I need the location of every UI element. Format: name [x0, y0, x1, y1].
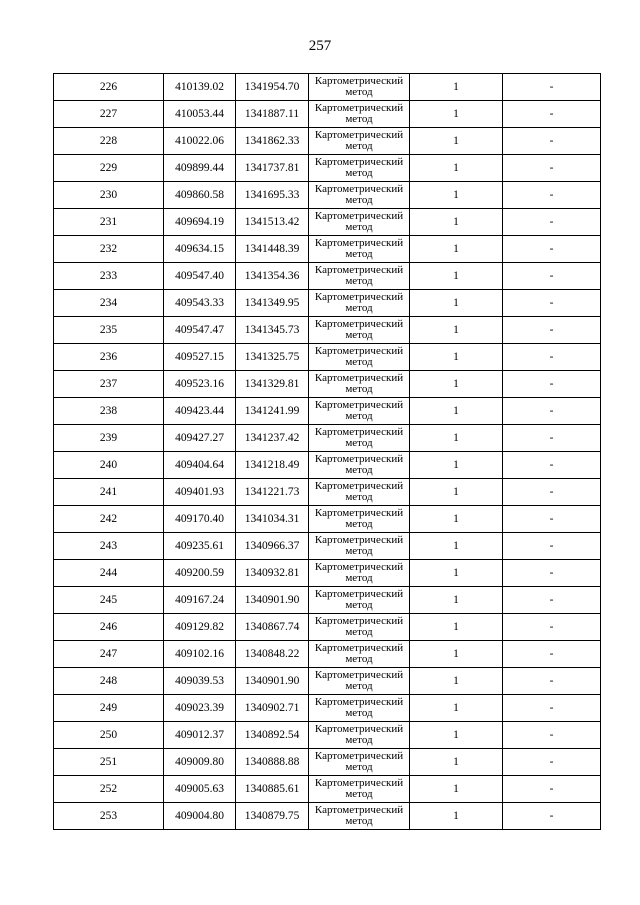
- y-coordinate-cell: 1341887.11: [236, 101, 309, 128]
- x-coordinate-cell: 409235.61: [164, 533, 236, 560]
- description-cell: -: [503, 398, 601, 425]
- accuracy-cell: 1: [410, 236, 503, 263]
- table-row: [54, 560, 601, 587]
- accuracy-cell: 1: [410, 533, 503, 560]
- y-coordinate-cell: 1341954.70: [236, 74, 309, 101]
- point-number-cell: 235: [54, 317, 164, 344]
- y-coordinate-cell: 1340848.22: [236, 641, 309, 668]
- table-row: [54, 479, 601, 506]
- table-row: [54, 209, 601, 236]
- description-cell: -: [503, 290, 601, 317]
- coordinates-table-body: [54, 74, 601, 830]
- y-coordinate-cell: 1341241.99: [236, 398, 309, 425]
- accuracy-cell: 1: [410, 101, 503, 128]
- method-line: Картометрический: [314, 264, 404, 276]
- accuracy-cell: 1: [410, 722, 503, 749]
- description-cell: -: [503, 641, 601, 668]
- x-coordinate-cell: 409129.82: [164, 614, 236, 641]
- table-row: [54, 344, 601, 371]
- method-line: метод: [345, 302, 373, 314]
- method-line: метод: [345, 626, 373, 638]
- accuracy-cell: 1: [410, 560, 503, 587]
- accuracy-cell: 1: [410, 344, 503, 371]
- method-line: метод: [345, 113, 373, 125]
- x-coordinate-cell: 410139.02: [164, 74, 236, 101]
- description-cell: -: [503, 263, 601, 290]
- method-cell: [309, 236, 410, 263]
- method-cell: [309, 290, 410, 317]
- y-coordinate-cell: 1340892.54: [236, 722, 309, 749]
- description-cell: -: [503, 425, 601, 452]
- accuracy-cell: 1: [410, 371, 503, 398]
- method-cell: [309, 560, 410, 587]
- x-coordinate-cell: 409023.39: [164, 695, 236, 722]
- accuracy-cell: 1: [410, 695, 503, 722]
- y-coordinate-cell: 1341034.31: [236, 506, 309, 533]
- method-cell: [309, 344, 410, 371]
- table-row: [54, 749, 601, 776]
- y-coordinate-cell: 1340932.81: [236, 560, 309, 587]
- accuracy-cell: 1: [410, 263, 503, 290]
- x-coordinate-cell: 409200.59: [164, 560, 236, 587]
- y-coordinate-cell: 1341221.73: [236, 479, 309, 506]
- method-line: Картометрический: [314, 102, 404, 114]
- y-coordinate-cell: 1340901.90: [236, 668, 309, 695]
- x-coordinate-cell: 409899.44: [164, 155, 236, 182]
- description-cell: -: [503, 776, 601, 803]
- method-line: Картометрический: [314, 372, 404, 384]
- point-number-cell: 233: [54, 263, 164, 290]
- y-coordinate-cell: 1341349.95: [236, 290, 309, 317]
- x-coordinate-cell: 409547.40: [164, 263, 236, 290]
- x-coordinate-cell: 410053.44: [164, 101, 236, 128]
- method-line: метод: [345, 221, 373, 233]
- method-cell: [309, 614, 410, 641]
- x-coordinate-cell: 409694.19: [164, 209, 236, 236]
- method-line: Картометрический: [314, 615, 404, 627]
- x-coordinate-cell: 409039.53: [164, 668, 236, 695]
- y-coordinate-cell: 1341737.81: [236, 155, 309, 182]
- description-cell: -: [503, 74, 601, 101]
- point-number-cell: 241: [54, 479, 164, 506]
- accuracy-cell: 1: [410, 614, 503, 641]
- description-cell: -: [503, 128, 601, 155]
- y-coordinate-cell: 1340867.74: [236, 614, 309, 641]
- table-row: [54, 101, 601, 128]
- x-coordinate-cell: 409005.63: [164, 776, 236, 803]
- table-row: [54, 236, 601, 263]
- point-number-cell: 238: [54, 398, 164, 425]
- method-line: Картометрический: [314, 588, 404, 600]
- method-cell: [309, 479, 410, 506]
- description-cell: -: [503, 614, 601, 641]
- method-line: метод: [345, 167, 373, 179]
- method-cell: [309, 74, 410, 101]
- accuracy-cell: 1: [410, 209, 503, 236]
- method-cell: [309, 209, 410, 236]
- point-number-cell: 249: [54, 695, 164, 722]
- point-number-cell: 226: [54, 74, 164, 101]
- method-cell: [309, 803, 410, 830]
- method-line: метод: [345, 545, 373, 557]
- accuracy-cell: 1: [410, 182, 503, 209]
- method-cell: [309, 506, 410, 533]
- method-line: Картометрический: [314, 561, 404, 573]
- description-cell: -: [503, 236, 601, 263]
- x-coordinate-cell: 409170.40: [164, 506, 236, 533]
- point-number-cell: 248: [54, 668, 164, 695]
- y-coordinate-cell: 1341448.39: [236, 236, 309, 263]
- method-cell: [309, 722, 410, 749]
- y-coordinate-cell: 1341513.42: [236, 209, 309, 236]
- x-coordinate-cell: 409009.80: [164, 749, 236, 776]
- method-line: Картометрический: [314, 696, 404, 708]
- description-cell: -: [503, 344, 601, 371]
- method-line: метод: [345, 275, 373, 287]
- table-row: [54, 803, 601, 830]
- method-cell: [309, 776, 410, 803]
- table-row: [54, 614, 601, 641]
- x-coordinate-cell: 409102.16: [164, 641, 236, 668]
- x-coordinate-cell: 409547.47: [164, 317, 236, 344]
- y-coordinate-cell: 1340888.88: [236, 749, 309, 776]
- method-line: Картометрический: [314, 129, 404, 141]
- method-line: метод: [345, 383, 373, 395]
- method-cell: [309, 182, 410, 209]
- method-line: Картометрический: [314, 291, 404, 303]
- table-row: [54, 371, 601, 398]
- accuracy-cell: 1: [410, 425, 503, 452]
- x-coordinate-cell: 409401.93: [164, 479, 236, 506]
- method-line: метод: [345, 437, 373, 449]
- description-cell: -: [503, 101, 601, 128]
- description-cell: -: [503, 803, 601, 830]
- accuracy-cell: 1: [410, 803, 503, 830]
- method-line: метод: [345, 599, 373, 611]
- point-number-cell: 239: [54, 425, 164, 452]
- method-line: метод: [345, 410, 373, 422]
- method-cell: [309, 371, 410, 398]
- table-row: [54, 74, 601, 101]
- point-number-cell: 250: [54, 722, 164, 749]
- accuracy-cell: 1: [410, 128, 503, 155]
- accuracy-cell: 1: [410, 398, 503, 425]
- y-coordinate-cell: 1341237.42: [236, 425, 309, 452]
- accuracy-cell: 1: [410, 776, 503, 803]
- table-row: [54, 695, 601, 722]
- point-number-cell: 230: [54, 182, 164, 209]
- method-cell: [309, 155, 410, 182]
- method-line: Картометрический: [314, 210, 404, 222]
- y-coordinate-cell: 1341329.81: [236, 371, 309, 398]
- method-cell: [309, 317, 410, 344]
- table-row: [54, 587, 601, 614]
- description-cell: -: [503, 749, 601, 776]
- point-number-cell: 243: [54, 533, 164, 560]
- method-cell: [309, 749, 410, 776]
- x-coordinate-cell: 409012.37: [164, 722, 236, 749]
- point-number-cell: 231: [54, 209, 164, 236]
- method-cell: [309, 641, 410, 668]
- description-cell: -: [503, 371, 601, 398]
- description-cell: -: [503, 587, 601, 614]
- table-row: [54, 398, 601, 425]
- table-row: [54, 533, 601, 560]
- y-coordinate-cell: 1341695.33: [236, 182, 309, 209]
- method-line: Картометрический: [314, 453, 404, 465]
- y-coordinate-cell: 1341345.73: [236, 317, 309, 344]
- method-line: метод: [345, 572, 373, 584]
- method-line: метод: [345, 788, 373, 800]
- coordinates-table: [53, 73, 601, 830]
- accuracy-cell: 1: [410, 587, 503, 614]
- method-line: метод: [345, 491, 373, 503]
- y-coordinate-cell: 1341354.36: [236, 263, 309, 290]
- accuracy-cell: 1: [410, 479, 503, 506]
- table-row: [54, 317, 601, 344]
- description-cell: -: [503, 560, 601, 587]
- method-line: метод: [345, 329, 373, 341]
- method-line: Картометрический: [314, 156, 404, 168]
- table-row: [54, 641, 601, 668]
- table-row: [54, 128, 601, 155]
- accuracy-cell: 1: [410, 452, 503, 479]
- description-cell: -: [503, 533, 601, 560]
- accuracy-cell: 1: [410, 155, 503, 182]
- method-line: метод: [345, 356, 373, 368]
- description-cell: -: [503, 182, 601, 209]
- x-coordinate-cell: 409634.15: [164, 236, 236, 263]
- method-line: Картометрический: [314, 669, 404, 681]
- method-cell: [309, 533, 410, 560]
- method-line: Картометрический: [314, 75, 404, 87]
- point-number-cell: 246: [54, 614, 164, 641]
- method-cell: [309, 101, 410, 128]
- method-line: Картометрический: [314, 507, 404, 519]
- method-line: Картометрический: [314, 183, 404, 195]
- method-line: Картометрический: [314, 318, 404, 330]
- method-line: метод: [345, 248, 373, 260]
- description-cell: -: [503, 209, 601, 236]
- method-line: метод: [345, 815, 373, 827]
- method-cell: [309, 452, 410, 479]
- method-line: Картометрический: [314, 804, 404, 816]
- table-row: [54, 155, 601, 182]
- table-row: [54, 776, 601, 803]
- y-coordinate-cell: 1340902.71: [236, 695, 309, 722]
- description-cell: -: [503, 722, 601, 749]
- point-number-cell: 244: [54, 560, 164, 587]
- method-line: Картометрический: [314, 534, 404, 546]
- method-cell: [309, 398, 410, 425]
- method-line: Картометрический: [314, 777, 404, 789]
- method-line: Картометрический: [314, 399, 404, 411]
- method-line: Картометрический: [314, 237, 404, 249]
- point-number-cell: 232: [54, 236, 164, 263]
- method-line: метод: [345, 680, 373, 692]
- y-coordinate-cell: 1340901.90: [236, 587, 309, 614]
- accuracy-cell: 1: [410, 290, 503, 317]
- table-row: [54, 290, 601, 317]
- method-cell: [309, 128, 410, 155]
- method-line: Картометрический: [314, 723, 404, 735]
- y-coordinate-cell: 1341218.49: [236, 452, 309, 479]
- method-line: метод: [345, 140, 373, 152]
- point-number-cell: 237: [54, 371, 164, 398]
- accuracy-cell: 1: [410, 641, 503, 668]
- y-coordinate-cell: 1340879.75: [236, 803, 309, 830]
- method-line: метод: [345, 518, 373, 530]
- method-cell: [309, 668, 410, 695]
- method-line: метод: [345, 707, 373, 719]
- x-coordinate-cell: 410022.06: [164, 128, 236, 155]
- description-cell: -: [503, 695, 601, 722]
- table-row: [54, 263, 601, 290]
- x-coordinate-cell: 409423.44: [164, 398, 236, 425]
- x-coordinate-cell: 409004.80: [164, 803, 236, 830]
- point-number-cell: 242: [54, 506, 164, 533]
- y-coordinate-cell: 1340966.37: [236, 533, 309, 560]
- point-number-cell: 240: [54, 452, 164, 479]
- table-row: [54, 722, 601, 749]
- accuracy-cell: 1: [410, 317, 503, 344]
- description-cell: -: [503, 668, 601, 695]
- accuracy-cell: 1: [410, 74, 503, 101]
- table-row: [54, 182, 601, 209]
- method-line: Картометрический: [314, 480, 404, 492]
- table-row: [54, 452, 601, 479]
- point-number-cell: 227: [54, 101, 164, 128]
- point-number-cell: 245: [54, 587, 164, 614]
- x-coordinate-cell: 409860.58: [164, 182, 236, 209]
- x-coordinate-cell: 409543.33: [164, 290, 236, 317]
- point-number-cell: 228: [54, 128, 164, 155]
- point-number-cell: 236: [54, 344, 164, 371]
- table-row: [54, 506, 601, 533]
- x-coordinate-cell: 409404.64: [164, 452, 236, 479]
- description-cell: -: [503, 506, 601, 533]
- accuracy-cell: 1: [410, 749, 503, 776]
- point-number-cell: 251: [54, 749, 164, 776]
- y-coordinate-cell: 1341862.33: [236, 128, 309, 155]
- method-line: метод: [345, 734, 373, 746]
- method-line: Картометрический: [314, 750, 404, 762]
- description-cell: -: [503, 452, 601, 479]
- point-number-cell: 234: [54, 290, 164, 317]
- method-line: метод: [345, 86, 373, 98]
- accuracy-cell: 1: [410, 668, 503, 695]
- description-cell: -: [503, 479, 601, 506]
- point-number-cell: 247: [54, 641, 164, 668]
- method-line: Картометрический: [314, 345, 404, 357]
- table-row: [54, 425, 601, 452]
- method-line: метод: [345, 761, 373, 773]
- method-line: Картометрический: [314, 426, 404, 438]
- x-coordinate-cell: 409427.27: [164, 425, 236, 452]
- point-number-cell: 253: [54, 803, 164, 830]
- x-coordinate-cell: 409523.16: [164, 371, 236, 398]
- accuracy-cell: 1: [410, 506, 503, 533]
- x-coordinate-cell: 409527.15: [164, 344, 236, 371]
- method-cell: [309, 695, 410, 722]
- description-cell: -: [503, 317, 601, 344]
- y-coordinate-cell: 1340885.61: [236, 776, 309, 803]
- point-number-cell: 252: [54, 776, 164, 803]
- method-line: Картометрический: [314, 642, 404, 654]
- x-coordinate-cell: 409167.24: [164, 587, 236, 614]
- method-line: метод: [345, 653, 373, 665]
- method-cell: [309, 263, 410, 290]
- table-row: [54, 668, 601, 695]
- y-coordinate-cell: 1341325.75: [236, 344, 309, 371]
- point-number-cell: 229: [54, 155, 164, 182]
- description-cell: -: [503, 155, 601, 182]
- method-line: метод: [345, 194, 373, 206]
- method-line: метод: [345, 464, 373, 476]
- method-cell: [309, 425, 410, 452]
- page-number: 257: [308, 38, 332, 54]
- method-cell: [309, 587, 410, 614]
